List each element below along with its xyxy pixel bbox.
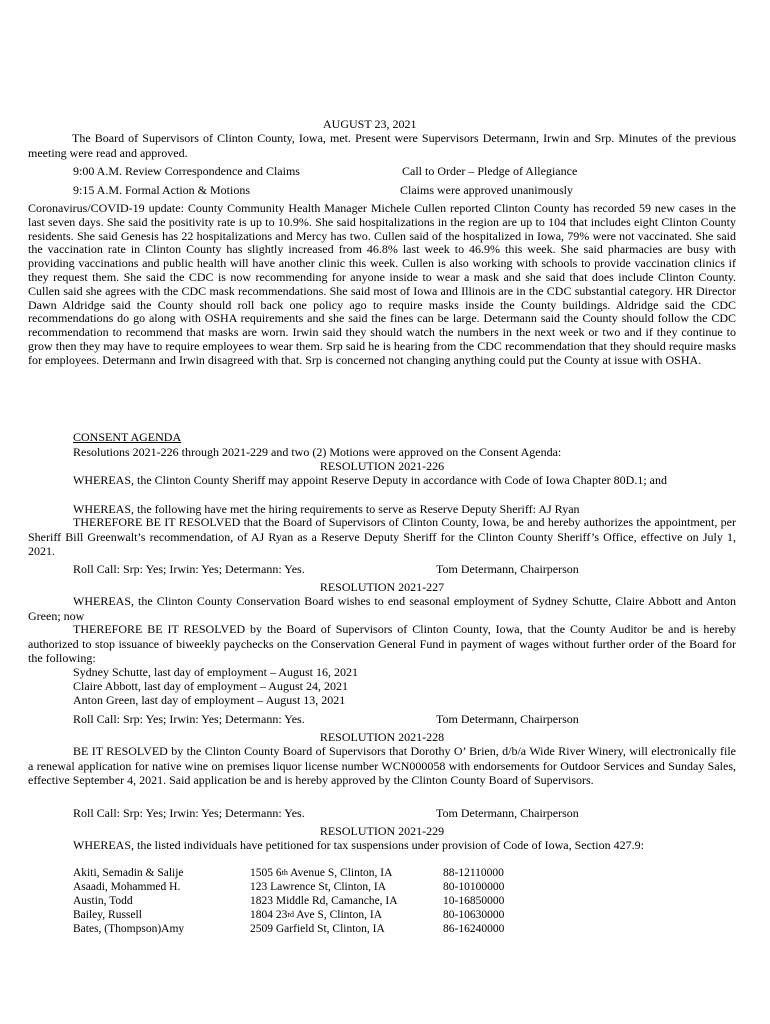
resolution-227-title: RESOLUTION 2021-227 bbox=[319, 580, 445, 594]
roll-call-228: Roll Call: Srp: Yes; Irwin: Yes; Determann: Yes. bbox=[73, 806, 305, 820]
consent-agenda-heading: CONSENT AGENDA bbox=[73, 430, 182, 444]
schedule-item-2: 9:15 A.M. Formal Action & Motions bbox=[73, 183, 251, 197]
resolution-229-title: RESOLUTION 2021-229 bbox=[319, 824, 445, 838]
parcel-number: 80-10100000 bbox=[443, 881, 505, 893]
chairperson-228: Tom Determann, Chairperson bbox=[436, 806, 579, 820]
petitioner-address: 123 Lawrence St, Clinton, IA bbox=[250, 881, 387, 893]
petitioner-address: 1823 Middle Rd, Camanche, IA bbox=[250, 895, 398, 907]
roll-call-226: Roll Call: Srp: Yes; Irwin: Yes; Determann: Yes. bbox=[73, 562, 305, 576]
resolution-226-whereas-2: WHEREAS, the following have met the hiring requirements to serve as Reserve Deputy Sheriff: AJ Ryan bbox=[73, 502, 580, 516]
resolution-228-title: RESOLUTION 2021-228 bbox=[319, 730, 445, 744]
consent-agenda-summary: Resolutions 2021-226 through 2021-229 and two (2) Motions were approved on the Consent Agenda: bbox=[73, 445, 562, 459]
petitioner-name: Austin, Todd bbox=[73, 895, 133, 907]
parcel-number: 88-12110000 bbox=[443, 867, 504, 879]
petitioner-address: 2509 Garfield St, Clinton, IA bbox=[250, 923, 385, 935]
resolution-228-resolved: BE IT RESOLVED by the Clinton County Board of Supervisors that Dorothy O’ Brien, d/b/a Wide River Winery, will electronically file a renewal application for native wine on premises liquor license number WCN000058 with endorsements for Outdoor Services and Sunday Sales, effective September 4, 2021. Said application be and is hereby approved by the Clinton County Board of Supervisors. bbox=[28, 744, 736, 788]
resolution-227-resolved: THEREFORE BE IT RESOLVED by the Board of Supervisors of Clinton County, Iowa, that the County Auditor be and is hereby authorized to stop issuance of biweekly paychecks on the Conservation General Fund in payment of wages without further order of the Board for the following: bbox=[28, 622, 736, 666]
petitioner-address: 1505 6th Avenue S, Clinton, IA bbox=[250, 867, 393, 879]
resolution-226-whereas-1: WHEREAS, the Clinton County Sheriff may appoint Reserve Deputy in accordance with Code of Iowa Chapter 80D.1; and bbox=[73, 473, 667, 487]
roll-call-227: Roll Call: Srp: Yes; Irwin: Yes; Determann: Yes. bbox=[73, 712, 305, 726]
petitioner-address: 1804 23rd Ave S, Clinton, IA bbox=[250, 909, 383, 921]
employee-line-2: Claire Abbott, last day of employment – August 24, 2021 bbox=[73, 679, 348, 693]
parcel-number: 86-16240000 bbox=[443, 923, 505, 935]
schedule-action-1: Call to Order – Pledge of Allegiance bbox=[402, 164, 578, 178]
petitioner-name: Bailey, Russell bbox=[73, 909, 142, 921]
meeting-date: AUGUST 23, 2021 bbox=[323, 117, 417, 131]
parcel-number: 10-16850000 bbox=[443, 895, 505, 907]
covid-update-paragraph: Coronavirus/COVID-19 update: County Community Health Manager Michele Cullen reported Clinton County has recorded 59 new cases in the last seven days. She said the positivity rate is up to 10.9%. She said hospitalizations in the region are up to 104 that includes eight Clinton County residents. She said Genesis has 22 hospitalizations and Mercy has two. Cullen said of the hospitalized in Iowa, 79% were not vaccinated. She said the vaccination rate in Clinton County has slightly increased from 46.8% last week to 46.9% this week. She said pharmacies are busy with providing vaccinations and public health will have another clinic this week. Cullen is also working with schools to provide vaccination clinics if they request them. She said the CDC is now recommending for anyone inside to wear a mask and she said that does include Clinton County. Cullen said she agrees with the CDC mask recommendations. She said most of Iowa and Illinois are in the CDC substantial category. HR Director Dawn Aldridge said the County should roll back one policy ago to require masks inside the County buildings. Aldridge said the CDC recommendations do go along with OSHA requirements and she said the fines can be large. Determann said the County should follow the CDC recommendation to recommend that masks are worn. Irwin said they should watch the numbers in the next week or two and if they continue to grow then they may have to require employees to wear them. Srp said he is hearing from the CDC recommendation that they should require masks for employees. Determann and Irwin disagreed with that. Srp is concerned not changing anything could put the County at issue with OSHA. bbox=[28, 201, 736, 367]
employee-line-3: Anton Green, last day of employment – August 13, 2021 bbox=[73, 693, 346, 707]
employee-line-1: Sydney Schutte, last day of employment – August 16, 2021 bbox=[73, 665, 358, 679]
schedule-item-1: 9:00 A.M. Review Correspondence and Claims bbox=[73, 164, 300, 178]
resolution-226-title: RESOLUTION 2021-226 bbox=[319, 459, 445, 473]
schedule-action-2: Claims were approved unanimously bbox=[400, 183, 573, 197]
intro-paragraph: The Board of Supervisors of Clinton County, Iowa, met. Present were Supervisors Determann, Irwin and Srp. Minutes of the previous meeting were read and approved. bbox=[28, 131, 736, 160]
resolution-226-resolved: THEREFORE BE IT RESOLVED that the Board of Supervisors of Clinton County, Iowa, be and hereby authorizes the appointment, per Sheriff Bill Greenwalt’s recommendation, of AJ Ryan as a Reserve Deputy Sheriff for the Clinton County Sheriff’s Office, effective on July 1, 2021. bbox=[28, 515, 736, 559]
petitioner-name: Asaadi, Mohammed H. bbox=[73, 881, 181, 893]
parcel-number: 80-10630000 bbox=[443, 909, 505, 921]
resolution-229-whereas: WHEREAS, the listed individuals have petitioned for tax suspensions under provision of Code of Iowa, Section 427.9: bbox=[73, 838, 644, 852]
chairperson-226: Tom Determann, Chairperson bbox=[436, 562, 579, 576]
resolution-227-whereas: WHEREAS, the Clinton County Conservation Board wishes to end seasonal employment of Sydney Schutte, Claire Abbott and Anton Green; now bbox=[28, 594, 736, 623]
petitioner-name: Bates, (Thompson)Amy bbox=[73, 923, 185, 935]
petitioner-name: Akiti, Semadin & Salije bbox=[73, 867, 184, 879]
chairperson-227: Tom Determann, Chairperson bbox=[436, 712, 579, 726]
